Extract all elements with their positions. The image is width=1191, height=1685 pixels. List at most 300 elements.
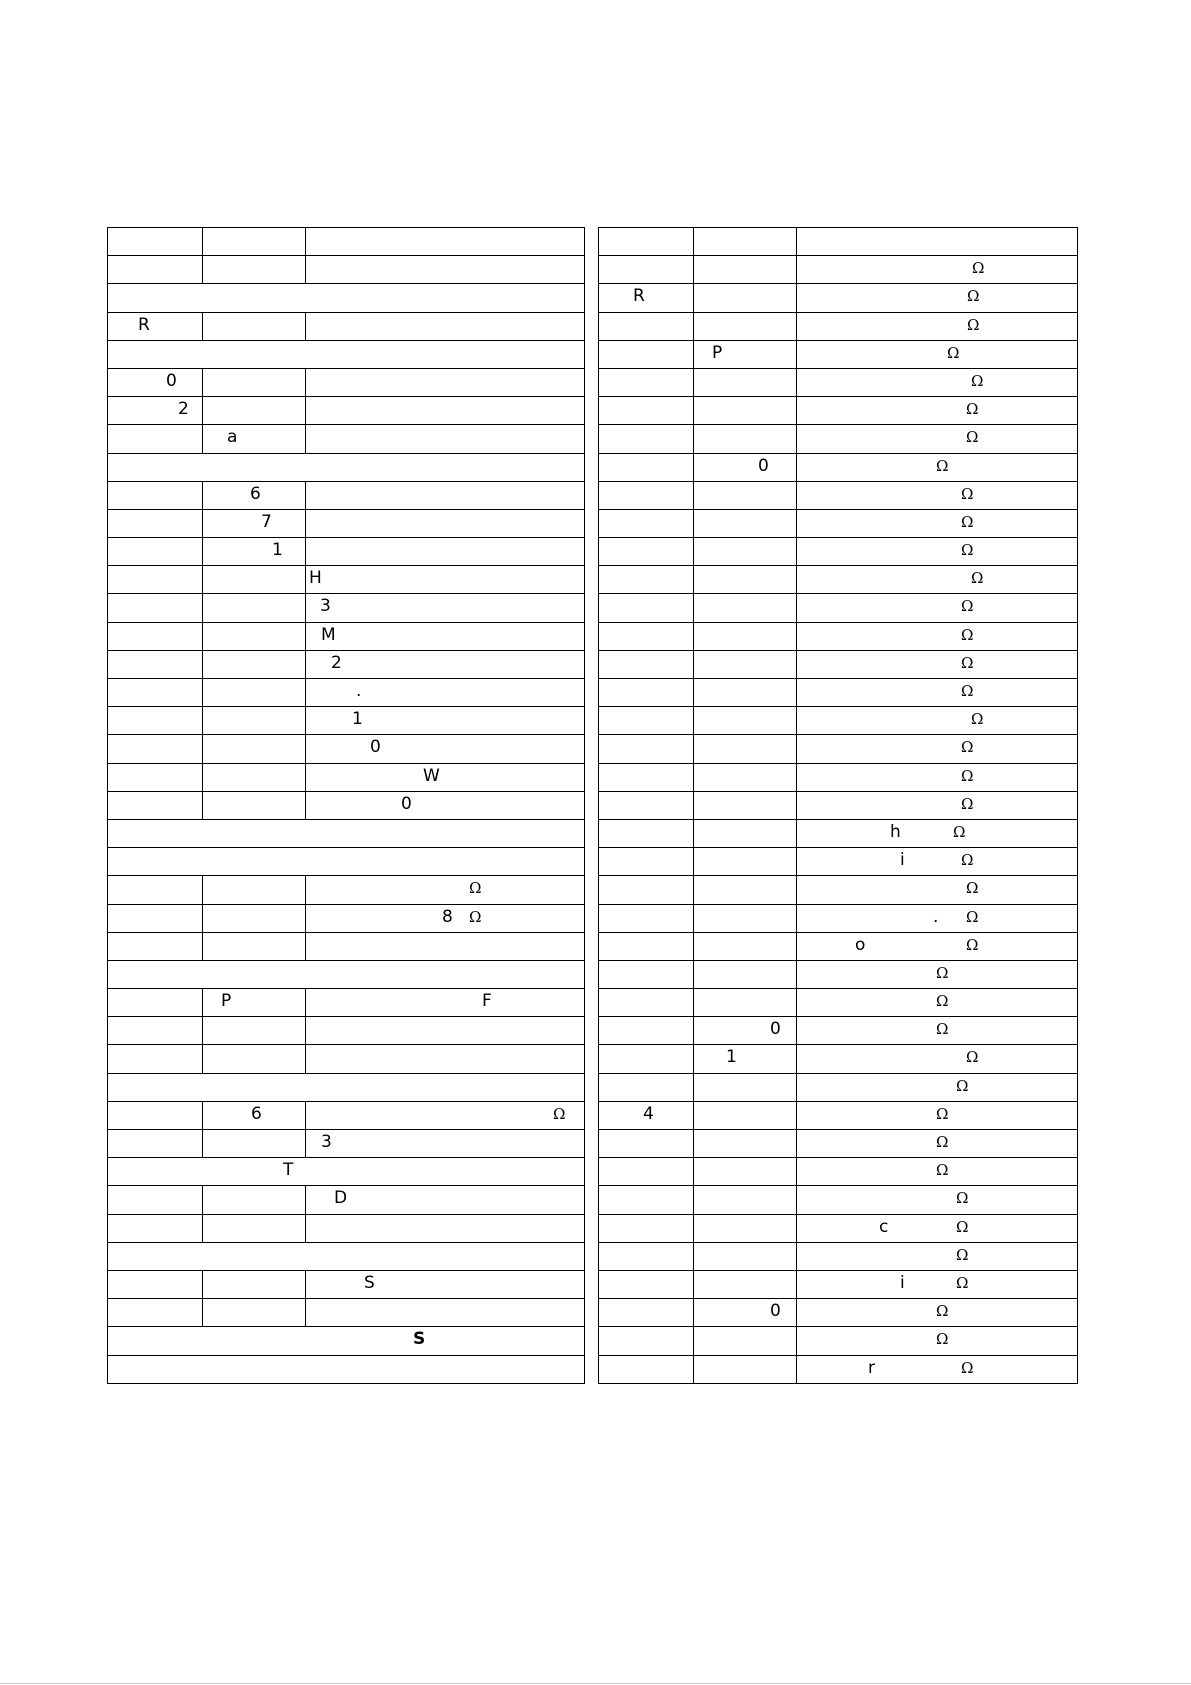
table-cell	[599, 397, 694, 425]
table-cell	[203, 481, 306, 509]
table-cell	[203, 256, 306, 284]
section-row	[108, 1242, 585, 1270]
table-cell	[203, 707, 306, 735]
table-row	[599, 763, 1078, 791]
cell-text: 0	[770, 1019, 781, 1040]
table-cell	[306, 1130, 585, 1158]
cell-text: 1	[272, 540, 283, 561]
table-row	[108, 1130, 585, 1158]
table-row	[599, 256, 1078, 284]
table-cell	[599, 622, 694, 650]
section-row	[108, 1158, 585, 1186]
table-cell	[694, 594, 797, 622]
table-row	[599, 1045, 1078, 1073]
cell-text: M	[321, 624, 336, 645]
ohm-symbol: Ω	[961, 653, 974, 672]
table-cell	[694, 284, 797, 312]
table-cell	[203, 1270, 306, 1298]
table-row	[599, 1017, 1078, 1045]
merged-cell	[108, 340, 585, 368]
table-cell	[108, 989, 203, 1017]
table-cell	[797, 284, 1078, 312]
ohm-symbol: Ω	[961, 625, 974, 644]
cell-text: T	[283, 1160, 294, 1181]
table-cell	[694, 566, 797, 594]
table-cell	[203, 1299, 306, 1327]
table-cell	[599, 312, 694, 340]
table-cell	[306, 791, 585, 819]
table-cell	[306, 1299, 585, 1327]
section-row	[108, 848, 585, 876]
table-cell	[108, 1101, 203, 1129]
table-row	[599, 932, 1078, 960]
table-cell	[694, 509, 797, 537]
ohm-symbol: Ω	[961, 682, 974, 700]
cell-text: D	[334, 1188, 348, 1209]
table-cell	[599, 594, 694, 622]
table-row	[599, 284, 1078, 312]
table-cell	[306, 763, 585, 791]
table-row	[599, 1073, 1078, 1101]
ohm-symbol: Ω	[936, 963, 949, 982]
table-cell	[599, 876, 694, 904]
table-cell	[599, 453, 694, 481]
table-cell	[797, 1186, 1078, 1214]
table-cell	[599, 340, 694, 368]
table-cell	[694, 368, 797, 396]
section-row	[108, 284, 585, 312]
table-cell	[306, 538, 585, 566]
cell-text: 0	[758, 455, 769, 476]
table-cell	[797, 735, 1078, 763]
table-row	[108, 1186, 585, 1214]
table-cell	[694, 538, 797, 566]
table-cell	[694, 228, 797, 256]
table-cell	[694, 679, 797, 707]
table-cell	[797, 904, 1078, 932]
table-cell	[599, 228, 694, 256]
cell-text: 2	[178, 399, 189, 420]
table-row	[108, 876, 585, 904]
merged-cell	[108, 1327, 585, 1355]
table-cell	[108, 1299, 203, 1327]
table-cell	[203, 650, 306, 678]
cell-text: o	[855, 934, 866, 955]
table-cell	[108, 509, 203, 537]
table-cell	[108, 1130, 203, 1158]
table-cell	[108, 904, 203, 932]
cell-text: 0	[166, 370, 177, 391]
cell-text: i	[900, 1272, 905, 1293]
table-cell	[694, 1299, 797, 1327]
table-row	[599, 1355, 1078, 1383]
table-cell	[599, 791, 694, 819]
table-row	[599, 566, 1078, 594]
table-cell	[203, 312, 306, 340]
table-cell	[108, 763, 203, 791]
table-cell	[797, 594, 1078, 622]
ohm-symbol: Ω	[956, 1189, 969, 1208]
cell-text: 0	[401, 793, 412, 814]
table-cell	[599, 1242, 694, 1270]
table-cell	[797, 397, 1078, 425]
cell-text: W	[423, 765, 440, 786]
table-cell	[203, 989, 306, 1017]
table-cell	[797, 368, 1078, 396]
table-row	[108, 989, 585, 1017]
table-cell	[599, 1045, 694, 1073]
ohm-symbol: Ω	[947, 343, 960, 362]
table-cell	[694, 763, 797, 791]
table-cell	[797, 819, 1078, 847]
ohm-symbol: Ω	[972, 259, 985, 278]
merged-cell	[108, 1073, 585, 1101]
table-cell	[203, 425, 306, 453]
section-row	[108, 453, 585, 481]
ohm-symbol: Ω	[961, 851, 974, 870]
ohm-symbol: Ω	[966, 907, 979, 926]
table-cell	[108, 735, 203, 763]
table-row	[599, 707, 1078, 735]
table-cell	[694, 650, 797, 678]
table-cell	[599, 538, 694, 566]
merged-cell	[108, 453, 585, 481]
table-row	[108, 1017, 585, 1045]
cell-text: S	[413, 1329, 426, 1350]
table-row	[599, 1327, 1078, 1355]
ohm-symbol: Ω	[961, 794, 974, 813]
ohm-symbol: Ω	[966, 935, 979, 954]
table-cell	[694, 1214, 797, 1242]
table-row	[108, 509, 585, 537]
table-row	[599, 1242, 1078, 1270]
table-cell	[599, 819, 694, 847]
section-row	[108, 1327, 585, 1355]
table-cell	[694, 453, 797, 481]
table-cell	[108, 425, 203, 453]
table-cell	[797, 707, 1078, 735]
table-cell	[797, 509, 1078, 537]
table-cell	[108, 566, 203, 594]
table-cell	[599, 256, 694, 284]
table-cell	[797, 1270, 1078, 1298]
table-cell	[599, 1327, 694, 1355]
ohm-symbol: Ω	[961, 1358, 974, 1377]
table-cell	[306, 228, 585, 256]
table-cell	[306, 622, 585, 650]
section-row	[108, 960, 585, 988]
ohm-symbol: Ω	[966, 400, 979, 419]
table-cell	[797, 791, 1078, 819]
table-row	[599, 819, 1078, 847]
table-cell	[599, 1214, 694, 1242]
table-cell	[694, 425, 797, 453]
table-row	[599, 960, 1078, 988]
cell-text: 6	[250, 483, 261, 504]
table-cell	[694, 1158, 797, 1186]
table-cell	[694, 1045, 797, 1073]
table-cell	[599, 1158, 694, 1186]
table-cell	[599, 509, 694, 537]
table-row	[108, 932, 585, 960]
table-cell	[108, 1270, 203, 1298]
section-row	[108, 819, 585, 847]
table-cell	[797, 340, 1078, 368]
table-row	[108, 228, 585, 256]
table-cell	[694, 1186, 797, 1214]
table-cell	[797, 1327, 1078, 1355]
table-cell	[306, 650, 585, 678]
table-row	[599, 425, 1078, 453]
ohm-symbol: Ω	[956, 1245, 969, 1264]
table-cell	[694, 1242, 797, 1270]
table-cell	[306, 397, 585, 425]
table-cell	[797, 1017, 1078, 1045]
table-cell	[306, 932, 585, 960]
table-cell	[306, 509, 585, 537]
table-row	[108, 1101, 585, 1129]
ohm-symbol: Ω	[936, 1104, 949, 1123]
table-cell	[203, 566, 306, 594]
table-row	[599, 481, 1078, 509]
table-row	[599, 679, 1078, 707]
table-row	[599, 1214, 1078, 1242]
table-row	[108, 312, 585, 340]
table-cell	[797, 763, 1078, 791]
table-cell	[694, 481, 797, 509]
table-row	[108, 622, 585, 650]
table-cell	[306, 1270, 585, 1298]
table-row	[108, 763, 585, 791]
table-cell	[599, 368, 694, 396]
table-cell	[108, 707, 203, 735]
table-cell	[203, 397, 306, 425]
table-cell	[694, 989, 797, 1017]
table-cell	[599, 1073, 694, 1101]
table-cell	[306, 594, 585, 622]
table-cell	[599, 904, 694, 932]
merged-cell	[108, 284, 585, 312]
page-edge-line	[0, 1683, 1191, 1684]
table-cell	[694, 876, 797, 904]
table-cell	[108, 538, 203, 566]
cell-text: H	[309, 568, 322, 589]
table-row	[599, 989, 1078, 1017]
table-cell	[108, 397, 203, 425]
ohm-symbol: Ω	[936, 992, 949, 1011]
table-cell	[694, 707, 797, 735]
table-cell	[797, 228, 1078, 256]
table-row	[108, 481, 585, 509]
table-cell	[203, 622, 306, 650]
table-row	[599, 594, 1078, 622]
merged-cell	[108, 819, 585, 847]
table-cell	[108, 876, 203, 904]
table-row	[599, 397, 1078, 425]
table-cell	[203, 1017, 306, 1045]
merged-cell	[108, 1355, 585, 1383]
ohm-symbol: Ω	[936, 1330, 949, 1349]
ohm-symbol: Ω	[961, 738, 974, 757]
table-row	[108, 904, 585, 932]
ohm-symbol: Ω	[961, 484, 974, 503]
table-row	[599, 1158, 1078, 1186]
table-cell	[797, 538, 1078, 566]
table-cell	[694, 932, 797, 960]
table-row	[599, 848, 1078, 876]
ohm-symbol: Ω	[956, 1273, 969, 1292]
right-table	[598, 227, 1078, 1384]
table-row	[599, 312, 1078, 340]
table-cell	[797, 848, 1078, 876]
table-cell	[694, 1073, 797, 1101]
table-cell	[306, 425, 585, 453]
table-cell	[599, 848, 694, 876]
cell-text: .	[356, 681, 362, 701]
table-cell	[797, 960, 1078, 988]
table-cell	[108, 622, 203, 650]
table-row	[108, 425, 585, 453]
ohm-symbol: Ω	[469, 907, 482, 926]
section-row	[108, 1355, 585, 1383]
table-row	[599, 228, 1078, 256]
ohm-symbol: Ω	[961, 766, 974, 785]
table-cell	[797, 1045, 1078, 1073]
left-table	[107, 227, 585, 1384]
table-cell	[108, 368, 203, 396]
ohm-symbol: Ω	[936, 1302, 949, 1321]
table-cell	[599, 566, 694, 594]
ohm-symbol: Ω	[936, 1020, 949, 1039]
cell-text: 2	[331, 652, 342, 673]
table-cell	[108, 1017, 203, 1045]
cell-text: 1	[352, 709, 363, 730]
table-cell	[203, 1186, 306, 1214]
cell-text: a	[227, 427, 238, 448]
table-cell	[306, 481, 585, 509]
cell-text: R	[633, 286, 645, 307]
ohm-symbol: Ω	[967, 287, 980, 306]
table-cell	[203, 228, 306, 256]
ohm-symbol: Ω	[469, 879, 482, 898]
merged-cell	[108, 1242, 585, 1270]
table-cell	[108, 228, 203, 256]
table-row	[599, 650, 1078, 678]
cell-text: 1	[726, 1047, 737, 1068]
table-cell	[306, 1045, 585, 1073]
table-cell	[694, 904, 797, 932]
table-cell	[599, 425, 694, 453]
cell-text: 3	[321, 1132, 332, 1152]
table-cell	[203, 538, 306, 566]
table-row	[108, 1270, 585, 1298]
table-row	[599, 340, 1078, 368]
cell-text: 4	[643, 1103, 654, 1124]
table-cell	[306, 735, 585, 763]
table-cell	[797, 1130, 1078, 1158]
table-cell	[108, 1045, 203, 1073]
table-cell	[797, 989, 1078, 1017]
table-cell	[306, 904, 585, 932]
table-cell	[203, 368, 306, 396]
cell-text: 6	[251, 1103, 262, 1124]
table-cell	[599, 735, 694, 763]
cell-text: i	[900, 850, 905, 871]
section-row	[108, 1073, 585, 1101]
table-cell	[599, 1270, 694, 1298]
table-row	[108, 735, 585, 763]
table-cell	[203, 735, 306, 763]
table-cell	[108, 481, 203, 509]
cell-text: 8	[442, 906, 453, 927]
table-cell	[694, 791, 797, 819]
table-cell	[797, 1158, 1078, 1186]
cell-text: P	[712, 342, 723, 363]
table-cell	[306, 679, 585, 707]
table-cell	[797, 566, 1078, 594]
table-cell	[797, 481, 1078, 509]
table-cell	[797, 1101, 1078, 1129]
table-row	[599, 622, 1078, 650]
cell-text: 3	[320, 596, 331, 617]
table-cell	[797, 932, 1078, 960]
table-cell	[694, 397, 797, 425]
cell-text: R	[138, 314, 150, 335]
table-cell	[694, 819, 797, 847]
table-cell	[797, 1242, 1078, 1270]
table-cell	[203, 932, 306, 960]
ohm-symbol: Ω	[553, 1104, 566, 1123]
table-cell	[797, 1073, 1078, 1101]
ohm-symbol: Ω	[956, 1076, 969, 1095]
table-cell	[108, 594, 203, 622]
table-cell	[797, 1355, 1078, 1383]
table-cell	[599, 763, 694, 791]
table-cell	[203, 679, 306, 707]
section-row	[108, 340, 585, 368]
cell-text: h	[890, 821, 901, 842]
table-cell	[797, 876, 1078, 904]
table-row	[599, 1186, 1078, 1214]
table-row	[599, 1299, 1078, 1327]
merged-cell	[108, 960, 585, 988]
table-cell	[694, 960, 797, 988]
table-cell	[797, 425, 1078, 453]
table-cell	[599, 1101, 694, 1129]
table-cell	[694, 1355, 797, 1383]
table-cell	[797, 256, 1078, 284]
table-cell	[306, 707, 585, 735]
table-cell	[599, 1017, 694, 1045]
ohm-symbol: Ω	[936, 456, 949, 475]
table-cell	[599, 481, 694, 509]
table-cell	[108, 650, 203, 678]
cell-text: r	[868, 1357, 875, 1378]
table-cell	[599, 1130, 694, 1158]
table-cell	[694, 1327, 797, 1355]
merged-cell	[108, 1158, 585, 1186]
ohm-symbol: Ω	[966, 879, 979, 898]
cell-text: 0	[770, 1301, 781, 1322]
cell-text: S	[364, 1272, 375, 1293]
table-cell	[108, 1186, 203, 1214]
table-cell	[306, 312, 585, 340]
table-cell	[108, 312, 203, 340]
table-cell	[599, 1186, 694, 1214]
table-row	[599, 904, 1078, 932]
table-cell	[694, 256, 797, 284]
table-cell	[599, 1355, 694, 1383]
